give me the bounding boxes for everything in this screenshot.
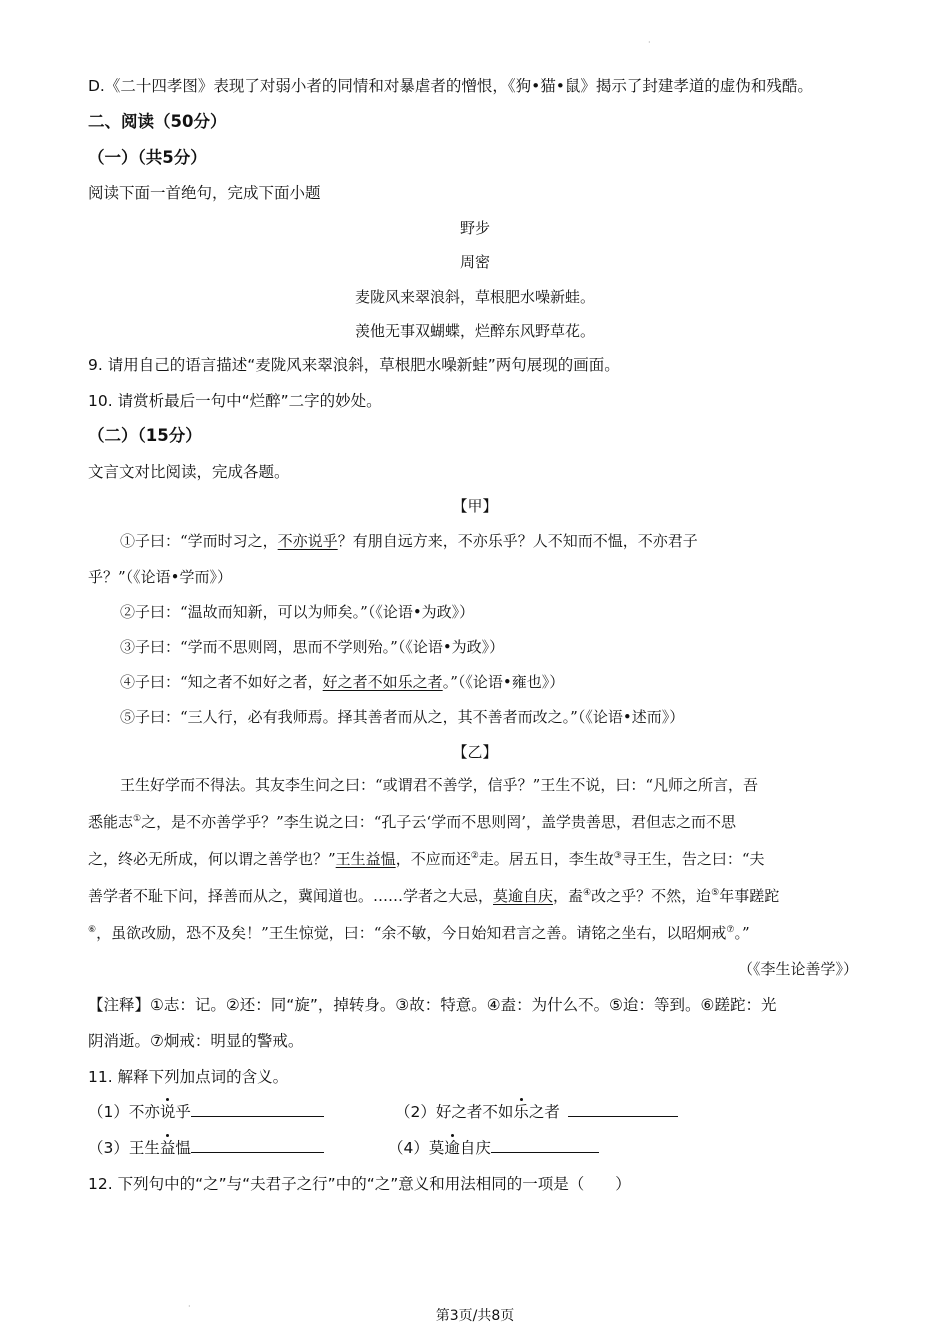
q11-item-3 bbox=[88, 1136, 324, 1159]
q11-text: 乎 bbox=[175, 1103, 191, 1121]
notes-label: 【注释】 bbox=[88, 996, 151, 1014]
yi-title: 【乙】 bbox=[452, 743, 498, 761]
note-ref-4: ④ bbox=[583, 888, 592, 898]
jia-line-2: ②子曰：“温故而知新，可以为师矣。”（《论语•为政》） bbox=[120, 603, 475, 621]
yi-text: 寻王生，告之曰：“夫 bbox=[621, 850, 765, 868]
option-d: D.《二十四孝图》表现了对弱小者的同情和对暴虐者的憎恨，《狗•猫•鼠》揭示了封建孝道的虚伪和残酷。 bbox=[88, 77, 813, 95]
jia-underline-4: 好之者不如乐之者 bbox=[322, 673, 443, 691]
question-12: 12. 下列句中的“之”与“夫君子之行”中的“之”意义和用法相同的一项是（ ） bbox=[88, 1175, 631, 1193]
corner-mark: · bbox=[188, 1302, 191, 1311]
part1-title: （一）（共5分） bbox=[88, 148, 207, 167]
jia-line-4-b: 。”（《论语•雍也》） bbox=[442, 673, 565, 691]
yi-text: 之，终必无所成，何以谓之善学也？” bbox=[88, 850, 336, 868]
jia-line-4-a: ④子曰：“知之者不如好之者， bbox=[120, 673, 323, 691]
jia-line-5: ⑤子曰：“三人行，必有我师焉。择其善者而从之，其不善者而改之。”（《论语•述而》） bbox=[120, 708, 685, 726]
part2-title: （二）（15分） bbox=[88, 426, 202, 445]
yi-text: 走。居五日，李生故 bbox=[478, 850, 614, 868]
q11-text: （4）莫 bbox=[388, 1139, 445, 1157]
yi-text: 之，是不亦善学乎？”李生说之曰：“孔子云‘学而不思则罔’，盖学贵善思，君但志之而不思 bbox=[141, 813, 736, 831]
jia-title: 【甲】 bbox=[452, 497, 498, 515]
answer-blank-1[interactable] bbox=[191, 1100, 324, 1117]
yi-text: 改之乎？不然，迨 bbox=[591, 887, 712, 905]
q11-item-2 bbox=[395, 1100, 678, 1123]
jia-line-1 bbox=[120, 530, 698, 552]
jia-line-1-b: ？有朋自远方来，不亦乐乎？人不知而不愠，不亦君子 bbox=[337, 532, 698, 550]
answer-blank-2[interactable] bbox=[568, 1100, 678, 1117]
jia-line-4 bbox=[120, 671, 564, 693]
yi-text: 善学者不耻下问，择善而从之，冀闻道也。……学者之大忌， bbox=[88, 887, 494, 905]
note-ref-5: ⑤ bbox=[711, 888, 720, 898]
jia-underline-1: 不亦说乎 bbox=[277, 532, 338, 550]
poem-title: 野步 bbox=[459, 219, 490, 237]
yi-paragraph-line-4 bbox=[88, 885, 779, 907]
note-ref-3: ③ bbox=[613, 851, 622, 861]
yi-text: ，盍 bbox=[553, 887, 584, 905]
question-11: 11. 解释下列加点词的含义。 bbox=[88, 1068, 289, 1086]
yi-text: 悉能志 bbox=[88, 813, 134, 831]
answer-blank-4[interactable] bbox=[491, 1136, 599, 1153]
yi-paragraph-line-3 bbox=[88, 848, 765, 870]
q11-text: （1）不亦 bbox=[88, 1103, 160, 1121]
q11-text: （2）好之者不如 bbox=[395, 1103, 514, 1121]
yi-paragraph-line-2 bbox=[88, 811, 736, 833]
notes-line-1 bbox=[88, 994, 776, 1016]
yi-paragraph-line-5 bbox=[88, 922, 750, 944]
yi-source: （《李生论善学》） bbox=[737, 960, 858, 978]
yi-text: 年事蹉跎 bbox=[719, 887, 780, 905]
yi-text: ，不应而还 bbox=[395, 850, 471, 868]
note-ref-7: ⑦ bbox=[726, 925, 735, 935]
notes-text: ①志：记。②还：同“旋”，掉转身。③故：特意。④盍：为什么不。⑤迨：等到。⑥蹉跎：光 bbox=[150, 996, 777, 1014]
dotted-word: 益 bbox=[159, 1139, 176, 1157]
part2-instruction: 文言文对比阅读，完成各题。 bbox=[88, 463, 290, 481]
yi-paragraph-line-1: 王生好学而不得法。其友李生问之曰：“或谓君不善学，信乎？”王生不说，曰：“凡师之所言，吾 bbox=[120, 776, 759, 794]
yi-text: ，虽欲改励，恐不及矣！”王生惊觉，曰：“余不敏，今日始知君言之善。请铭之坐右，以昭炯戒 bbox=[96, 924, 727, 942]
yi-underline-3: 王生益愠 bbox=[335, 850, 396, 868]
q11-item-4 bbox=[388, 1136, 599, 1159]
jia-line-1-a: ①子曰：“学而时习之， bbox=[120, 532, 278, 550]
dotted-word: 逾 bbox=[444, 1139, 460, 1157]
jia-line-3: ③子曰：“学而不思则罔，思而不学则殆。”（《论语•为政》） bbox=[120, 638, 505, 656]
q11-item-1 bbox=[88, 1100, 324, 1123]
question-10: 10. 请赏析最后一句中“烂醉”二字的妙处。 bbox=[88, 392, 382, 410]
dotted-word: 乐 bbox=[513, 1103, 529, 1121]
yi-underline-4: 莫逾自庆 bbox=[493, 887, 554, 905]
poem-line-1: 麦陇风来翠浪斜，草根肥水噪新蛙。 bbox=[354, 288, 595, 306]
dotted-word: 说 bbox=[159, 1103, 176, 1121]
note-ref-2: ② bbox=[470, 851, 479, 861]
jia-line-1-cont: 乎？”（《论语•学而》） bbox=[88, 568, 233, 586]
answer-blank-3[interactable] bbox=[191, 1136, 324, 1153]
yi-text: 。” bbox=[734, 924, 750, 942]
q11-text: 之者 bbox=[528, 1103, 560, 1121]
poem-author: 周密 bbox=[459, 253, 490, 271]
corner-mark: · bbox=[648, 38, 651, 47]
q11-text: 愠 bbox=[175, 1139, 191, 1157]
notes-line-2: 阴消逝。⑦炯戒：明显的警戒。 bbox=[88, 1032, 304, 1050]
part1-instruction: 阅读下面一首绝句，完成下面小题 bbox=[88, 184, 321, 202]
q11-text: （3）王生 bbox=[88, 1139, 160, 1157]
question-9: 9. 请用自己的语言描述“麦陇风来翠浪斜，草根肥水噪新蛙”两句展现的画面。 bbox=[88, 356, 620, 374]
note-ref-1: ① bbox=[133, 814, 142, 824]
section-title-reading: 二、阅读（50分） bbox=[88, 112, 227, 131]
poem-line-2: 羡他无事双蝴蝶，烂醉东风野草花。 bbox=[354, 322, 595, 340]
note-ref-6: ⑥ bbox=[88, 925, 97, 935]
page-footer: 第3页/共8页 bbox=[435, 1308, 515, 1324]
q11-text: 自庆 bbox=[459, 1139, 491, 1157]
